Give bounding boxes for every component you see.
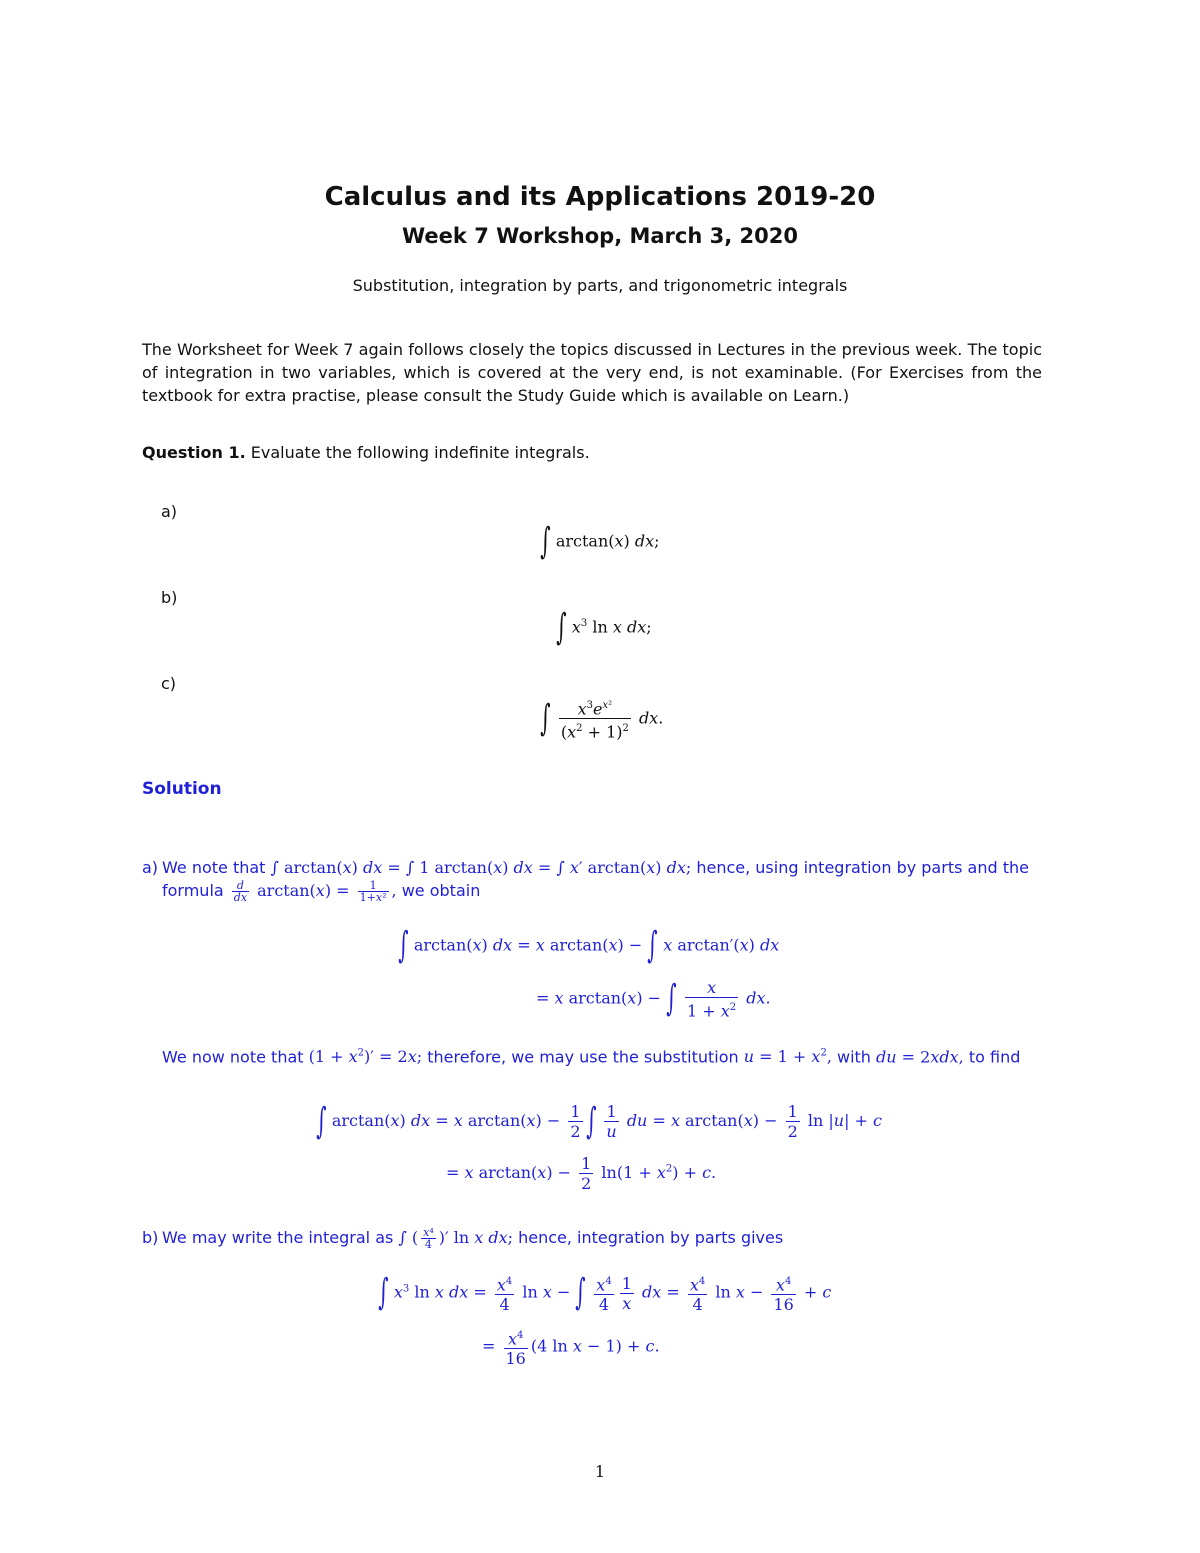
question-text: Evaluate the following indefinite integrals. <box>250 443 590 462</box>
formula-sa-1: ∫ arctan(x) dx = x arctan(x) − ∫ x arctan′(x) dx <box>398 925 780 966</box>
part-label-c: c) <box>161 674 177 693</box>
solution-b-label: b) <box>142 1228 159 1247</box>
solution-a-text: a) We note that ∫ arctan(x) dx = ∫ 1 arctan(x) dx = ∫ x′ arctan(x) dx; hence, using integration by parts and the formula $\frac{d}{dx}$ arctan(x) = $\frac{1}{\text{1+x²}}$ , we obtain <box>142 858 1029 904</box>
solution-a-text5: therefore, we may use the substitution <box>427 1047 739 1067</box>
question-1 <box>142 443 590 462</box>
formula-sb-1: ∫ $x^3$ ln x dx = $\frac{x^4}{4}$ ln x − ∫ $\frac{x^4}{4}$ $\frac{1}{x}$ dx = $\frac{x^4}{4}$ ln x − $\frac{x^4}{16}$ + c <box>378 1272 832 1315</box>
solution-a-text3: we obtain <box>401 881 481 900</box>
solution-b-text1: We may write the integral as <box>162 1228 394 1247</box>
formula-qa: ∫ arctan(x) dx; <box>540 521 660 562</box>
document-topic: Substitution, integration by parts, and trigonometric integrals <box>352 276 848 295</box>
formula-sa-4: = x arctan(x) − $\frac{1}{2}$ $\ln(1 + x^2) + c$. <box>446 1154 717 1193</box>
formula-sb-2: = $\frac{x^4}{16}$ (4 ln x − 1) + c. <box>482 1326 660 1368</box>
solution-a-text-sub: We now note that $(1 + x^2)' = 2x$; therefore, we may use the substitution $u = 1 + x^2$, with du = 2xdx, to find <box>162 1047 1021 1067</box>
solution-a-text4: We now note that <box>162 1047 304 1067</box>
solution-b-text: b) We may write the integral as ∫ ( $\frac{\text{x⁴}}{4}$ )′ ln x dx; hence, integration by parts gives <box>142 1226 784 1251</box>
solution-a-label: a) <box>142 858 159 877</box>
document-title: Calculus and its Applications 2019-20 <box>324 182 876 212</box>
formula-qb: ∫ $x^3$ ln x dx; <box>556 607 652 648</box>
part-label-a: a) <box>161 502 178 521</box>
solution-a-text1: We note that <box>162 858 266 877</box>
solution-a-text6: with <box>837 1047 871 1067</box>
solution-a-text7: to find <box>968 1047 1021 1067</box>
page-number: 1 <box>594 1462 606 1481</box>
document-subtitle: Week 7 Workshop, March 3, 2020 <box>402 224 798 248</box>
solution-a-text2: hence, using integration by parts and the formula <box>162 858 1029 900</box>
solution-b-text2: hence, integration by parts gives <box>518 1228 784 1247</box>
formula-sa-3: ∫ arctan(x) dx = x arctan(x) − $\frac{1}{2}$ ∫ $\frac{1}{u}$ du = x arctan(x) − $\frac{1}{2}$ ln |u| + c <box>316 1100 882 1142</box>
solution-heading: Solution <box>142 779 222 799</box>
formula-sa-2: = x arctan(x) − ∫ $\frac{x}{1 + x^2}$ dx. <box>536 978 771 1021</box>
formula-qc: ∫ $\frac{x^3e^{x^2}}{(x^2 + 1)^2}$ dx. <box>540 697 664 742</box>
question-label: Question 1. <box>142 443 246 462</box>
intro-paragraph: The Worksheet for Week 7 again follows closely the topics discussed in Lectures in the previous week. The topic of integration in two variables, which is covered at the very end, is not examinable. (For Exercises from the textbook for extra practise, please consult the Study Guide which is available on Learn.) <box>142 340 1042 405</box>
part-label-b: b) <box>161 588 178 607</box>
